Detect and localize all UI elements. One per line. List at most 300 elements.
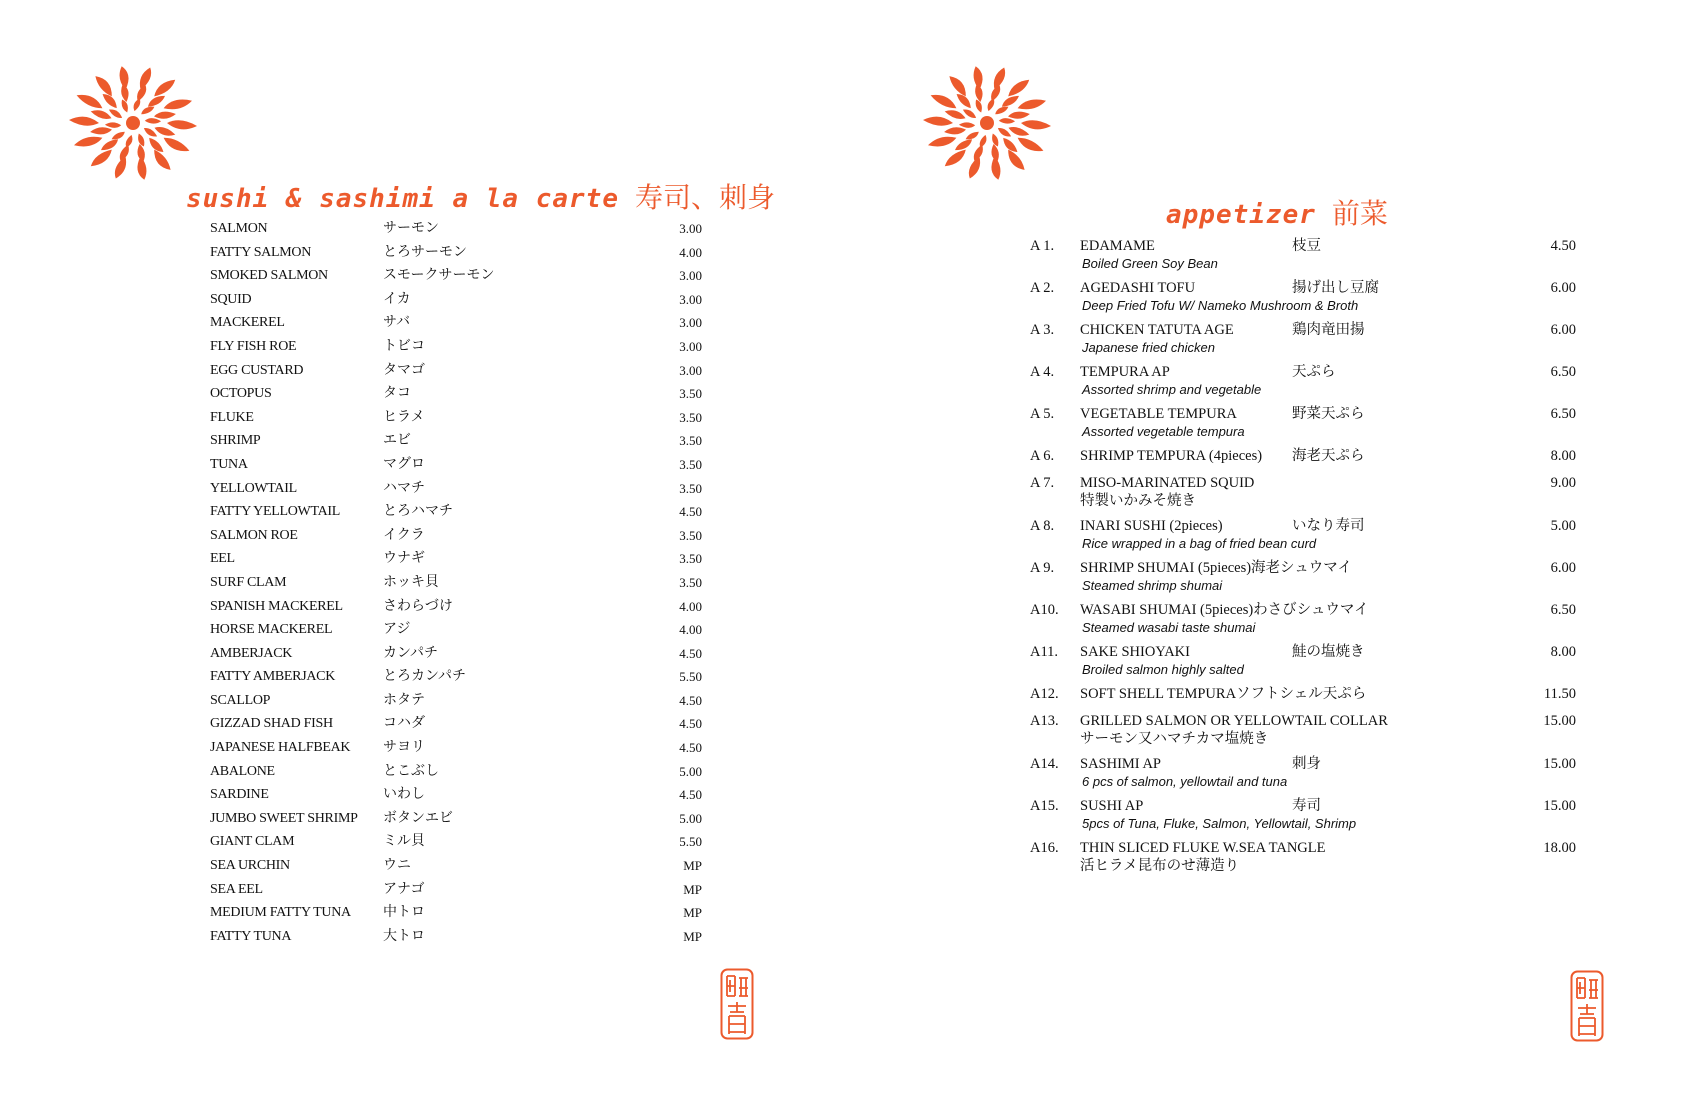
- menu-item: [210, 524, 702, 548]
- item-description: Deep Fried Tofu W/ Nameko Mushroom & Broth: [1082, 298, 1359, 313]
- item-name: SCALLOP: [210, 692, 271, 708]
- menu-item: [1030, 446, 1576, 466]
- flower-petal: [112, 132, 125, 140]
- item-line: [1030, 473, 1576, 493]
- item-code: A10.: [1030, 602, 1059, 618]
- flower-petal: [976, 100, 982, 113]
- item-description: Rice wrapped in a bag of fried bean curd: [1082, 536, 1317, 551]
- flower-petal: [74, 137, 102, 147]
- flower-petal: [1021, 120, 1051, 129]
- flower-petal: [95, 76, 111, 96]
- item-description: Japanese fried chicken: [1082, 340, 1215, 355]
- menu-item: [210, 477, 702, 501]
- item-name: JUMBO SWEET SHRIMP: [210, 810, 358, 826]
- flower-petal: [955, 139, 972, 150]
- menu-item: [210, 241, 702, 265]
- menu-item: [210, 500, 702, 524]
- item-name: SHRIMP: [210, 433, 261, 449]
- item-name-jp: タコ: [383, 385, 411, 402]
- flower-petal: [103, 94, 117, 108]
- item-price: 4.50: [679, 645, 702, 661]
- menu-item: [210, 335, 702, 359]
- menu-item: [1030, 404, 1576, 439]
- flower-petal: [149, 138, 163, 152]
- item-name-jp: 活ヒラメ昆布のせ薄造り: [1080, 858, 1240, 874]
- item-price: 4.50: [679, 740, 702, 756]
- flower-petal: [999, 118, 1015, 124]
- item-code: A 4.: [1030, 364, 1055, 380]
- item-name: SEA EEL: [210, 881, 263, 897]
- item-code: A11.: [1030, 644, 1059, 660]
- item-name: MEDIUM FATTY TUNA: [210, 905, 351, 921]
- flower-petal: [945, 110, 966, 119]
- section-title-sushi: [186, 176, 775, 216]
- flower-petal: [154, 150, 170, 170]
- flower-petal: [91, 110, 112, 119]
- item-name-jp: 刺身: [1292, 756, 1321, 772]
- menu-item: [210, 760, 702, 784]
- item-line: [1030, 684, 1576, 704]
- item-price: 6.50: [1550, 406, 1576, 422]
- item-name: SPANISH MACKEREL: [210, 598, 343, 614]
- flower-petal: [164, 100, 192, 110]
- item-price: 3.00: [679, 338, 702, 354]
- item-line: [1030, 600, 1576, 620]
- item-name: EEL: [210, 551, 235, 567]
- flower-petal: [167, 120, 197, 129]
- item-price: MP: [683, 858, 702, 874]
- flower-petal: [155, 127, 176, 136]
- item-name-jp: アジ: [383, 621, 411, 638]
- item-code: A 7.: [1030, 475, 1055, 491]
- flower-petal: [1008, 150, 1024, 170]
- menu-item: [210, 618, 702, 642]
- item-description: Assorted vegetable tempura: [1082, 424, 1245, 439]
- item-code: A 9.: [1030, 560, 1055, 576]
- item-description: Assorted shrimp and vegetable: [1082, 382, 1262, 397]
- item-price: MP: [683, 905, 702, 921]
- flower-petal: [105, 122, 121, 128]
- item-name-jp: ボタンエビ: [383, 809, 453, 826]
- item-name: FATTY TUNA: [210, 928, 292, 944]
- item-name: WASABI SHUMAI (5pieces)わさびシュウマイ: [1080, 602, 1369, 618]
- item-code: A 6.: [1030, 448, 1055, 464]
- menu-item: [210, 571, 702, 595]
- item-name: MISO-MARINATED SQUID: [1080, 475, 1255, 491]
- item-line: [1030, 236, 1576, 256]
- item-name: FATTY YELLOWTAIL: [210, 504, 341, 520]
- item-line: [1030, 838, 1576, 858]
- flower-petal: [923, 117, 953, 126]
- item-price: 6.00: [1550, 280, 1576, 296]
- section-title-jp: 寿司、刺身: [635, 181, 776, 214]
- item-price: 15.00: [1543, 713, 1576, 729]
- item-name-jp: とこぶし: [383, 762, 439, 779]
- menu-item: [210, 453, 702, 477]
- item-name: FATTY SALMON: [210, 244, 312, 260]
- flower-petal: [154, 112, 176, 119]
- menu-item: [210, 712, 702, 736]
- item-name-jp: スモークサーモン: [383, 267, 495, 284]
- item-price: 5.00: [1550, 518, 1576, 534]
- seal-stamp-icon: [1570, 970, 1604, 1042]
- item-name-jp: エビ: [383, 432, 411, 449]
- flower-center: [980, 116, 994, 130]
- seal-stroke: [728, 1002, 746, 1034]
- item-name: ABALONE: [210, 763, 275, 779]
- item-description: Boiled Green Soy Bean: [1082, 256, 1218, 271]
- menu-item: [1030, 600, 1576, 635]
- item-name-jp: ウニ: [383, 857, 411, 874]
- item-name-jp: いわし: [383, 786, 425, 803]
- flower-center: [126, 116, 140, 130]
- item-name-jp: 野菜天ぷら: [1292, 406, 1365, 422]
- seal-stroke: [1578, 1004, 1596, 1036]
- flower-petal: [975, 84, 982, 102]
- item-name: AGEDASHI TOFU: [1080, 280, 1196, 296]
- item-code: A 1.: [1030, 238, 1055, 254]
- item-price: 4.00: [679, 622, 702, 638]
- item-code: A15.: [1030, 798, 1059, 814]
- menu-item: [210, 665, 702, 689]
- item-price: 3.00: [679, 221, 702, 236]
- item-line: [1030, 558, 1576, 578]
- item-line: [1030, 320, 1576, 340]
- seal-stroke: [727, 976, 748, 996]
- item-code: A 3.: [1030, 322, 1055, 338]
- item-name: FATTY AMBERJACK: [210, 669, 336, 685]
- flower-petal: [141, 107, 154, 115]
- flower-petal: [949, 76, 965, 96]
- item-name-jp: カンパチ: [383, 644, 439, 661]
- menu-item: [210, 547, 702, 571]
- item-code: A14.: [1030, 756, 1059, 772]
- flower-petal: [931, 95, 957, 108]
- item-name: EDAMAME: [1080, 238, 1155, 254]
- item-name-jp: タマゴ: [383, 361, 425, 378]
- item-code: A16.: [1030, 840, 1059, 856]
- item-description: 5pcs of Tuna, Fluke, Salmon, Yellowtail, Shrimp: [1082, 816, 1357, 831]
- item-line: [1030, 362, 1576, 382]
- flower-petal: [148, 96, 165, 107]
- menu-item: [210, 311, 702, 335]
- menu-item: [1030, 711, 1576, 747]
- menu-item: [1030, 838, 1576, 874]
- item-name-jp: さわらづけ: [383, 597, 453, 614]
- menu-item: [210, 642, 702, 666]
- item-price: 6.00: [1550, 560, 1576, 576]
- item-description: Broiled salmon highly salted: [1082, 662, 1244, 677]
- item-name: GIANT CLAM: [210, 834, 295, 850]
- item-name: CHICKEN TATUTA AGE: [1080, 322, 1234, 338]
- item-name-jp: 海老天ぷら: [1292, 448, 1365, 464]
- item-price: 8.00: [1550, 644, 1576, 660]
- item-line: [1030, 404, 1576, 424]
- flower-petal: [77, 95, 103, 108]
- item-code: A 8.: [1030, 518, 1055, 534]
- item-price: 15.00: [1543, 756, 1576, 772]
- flower-petal: [1018, 100, 1046, 110]
- item-price: 5.00: [679, 810, 702, 826]
- item-name-jp: サバ: [383, 314, 411, 331]
- item-name: TEMPURA AP: [1080, 364, 1170, 380]
- item-name-jp: 特製いかみそ焼き: [1080, 493, 1196, 509]
- flower-petal: [945, 150, 966, 167]
- chrysanthemum-icon: [912, 58, 1062, 188]
- item-name-jp: 寿司: [1292, 798, 1321, 814]
- menu-item: [210, 382, 702, 406]
- menu-item: [1030, 236, 1576, 271]
- item-name: THIN SLICED FLUKE W.SEA TANGLE: [1080, 840, 1326, 856]
- item-name-jp: サーモン: [383, 220, 439, 236]
- item-line: [1030, 796, 1576, 816]
- menu-item: [1030, 362, 1576, 397]
- section-title-appetizer: [1166, 192, 1388, 232]
- item-name: MACKEREL: [210, 315, 285, 331]
- item-name: FLY FISH ROE: [210, 338, 297, 354]
- item-name-jp: 枝豆: [1292, 238, 1321, 254]
- item-name-jp: イクラ: [383, 526, 425, 543]
- menu-item: [210, 783, 702, 807]
- item-name: SHRIMP SHUMAI (5pieces)海老シュウマイ: [1080, 560, 1352, 576]
- item-price: 5.00: [679, 763, 702, 779]
- item-name: SEA URCHIN: [210, 858, 290, 874]
- item-price: 3.00: [679, 362, 702, 378]
- menu-item: [210, 264, 702, 288]
- item-price: 4.50: [679, 692, 702, 708]
- item-name: SASHIMI AP: [1080, 756, 1161, 772]
- item-price: 3.50: [679, 527, 702, 543]
- item-price: 3.50: [679, 574, 702, 590]
- item-price: 3.50: [679, 480, 702, 496]
- item-description: Steamed wasabi taste shumai: [1082, 620, 1256, 635]
- menu-item: [1030, 320, 1576, 355]
- item-price: 6.50: [1550, 364, 1576, 380]
- item-name: SHRIMP TEMPURA (4pieces): [1080, 448, 1263, 464]
- item-name: FLUKE: [210, 409, 254, 425]
- flower-petal: [988, 98, 995, 111]
- item-name-jp: 鮭の塩焼き: [1292, 644, 1365, 660]
- item-price: 3.00: [679, 268, 702, 284]
- item-description: 6 pcs of salmon, yellowtail and tuna: [1082, 774, 1288, 789]
- item-price: 3.00: [679, 291, 702, 307]
- menu-item: [210, 689, 702, 713]
- item-name-jp: 鶏肉竜田揚: [1292, 322, 1365, 338]
- flower-petal: [980, 135, 987, 148]
- item-line: [1030, 642, 1576, 662]
- section-title-jp: 前菜: [1331, 197, 1388, 230]
- item-name-jp: イカ: [383, 290, 411, 307]
- item-name-jp: 揚げ出し豆腐: [1292, 280, 1379, 296]
- item-name: SAKE SHIOYAKI: [1080, 644, 1190, 660]
- flower-petal: [154, 80, 175, 97]
- flower-petal: [134, 98, 141, 111]
- menu-item: [210, 217, 702, 241]
- flower-petal: [1009, 127, 1030, 136]
- item-name: EGG CUSTARD: [210, 362, 304, 378]
- flower-petal: [126, 135, 133, 148]
- section-title-en: sushi & sashimi a la carte: [186, 184, 619, 214]
- menu-item: [210, 736, 702, 760]
- item-name-jp: アナゴ: [383, 880, 425, 897]
- item-price: 11.50: [1543, 686, 1576, 702]
- item-name-jp: サーモン又ハマチカマ塩焼き: [1080, 731, 1269, 747]
- menu-item: [1030, 684, 1576, 704]
- flower-petal: [1003, 138, 1017, 152]
- item-price: 3.50: [679, 386, 702, 402]
- menu-item: [1030, 278, 1576, 313]
- item-price: 3.50: [679, 433, 702, 449]
- item-name: VEGETABLE TEMPURA: [1080, 406, 1237, 422]
- item-name-jp: 中トロ: [383, 904, 425, 921]
- menu-item: [210, 429, 702, 453]
- item-name: SURF CLAM: [210, 574, 287, 590]
- item-price: MP: [683, 928, 702, 944]
- flower-petal: [137, 144, 144, 162]
- item-name: SMOKED SALMON: [210, 268, 328, 284]
- item-price: 3.50: [679, 409, 702, 425]
- flower-petal: [1018, 138, 1044, 151]
- flower-petal: [69, 117, 99, 126]
- menu-item: [1030, 642, 1576, 677]
- item-name: TUNA: [210, 456, 248, 472]
- item-code: A 5.: [1030, 406, 1055, 422]
- flower-petal: [101, 139, 118, 150]
- item-price: 3.50: [679, 456, 702, 472]
- item-price: 3.00: [679, 315, 702, 331]
- item-name-jp: ホタテ: [383, 691, 425, 708]
- flower-petal: [1008, 112, 1030, 119]
- item-name: INARI SUSHI (2pieces): [1080, 518, 1223, 534]
- section-title-en: appetizer: [1166, 200, 1316, 230]
- flower-petal: [959, 122, 975, 128]
- flower-petal: [109, 109, 122, 117]
- item-code: A12.: [1030, 686, 1059, 702]
- flower-petal: [1008, 80, 1029, 97]
- item-name-jp: いなり寿司: [1292, 518, 1365, 534]
- item-line: [1030, 516, 1576, 536]
- menu-item: [1030, 796, 1576, 831]
- menu-item: [210, 854, 702, 878]
- flower-petal: [90, 127, 112, 134]
- seal-stroke: [1577, 978, 1598, 998]
- menu-item: [1030, 473, 1576, 509]
- menu-item: [1030, 558, 1576, 593]
- item-price: 4.00: [679, 244, 702, 260]
- item-name: GRILLED SALMON OR YELLOWTAIL COLLAR: [1080, 713, 1388, 729]
- item-price: 4.00: [679, 598, 702, 614]
- chrysanthemum-icon: [58, 58, 208, 188]
- flower-petal: [928, 137, 956, 147]
- flower-petal: [995, 107, 1008, 115]
- item-price: 6.50: [1550, 602, 1576, 618]
- item-code: A 2.: [1030, 280, 1055, 296]
- item-name: HORSE MACKEREL: [210, 622, 333, 638]
- menu-item: [1030, 754, 1576, 789]
- item-name: SQUID: [210, 291, 252, 307]
- flower-petal: [944, 127, 966, 134]
- item-name: SOFT SHELL TEMPURAソフトシェル天ぷら: [1080, 686, 1367, 702]
- item-price: 18.00: [1543, 840, 1576, 856]
- item-price: 9.00: [1550, 475, 1576, 491]
- item-code: A13.: [1030, 713, 1059, 729]
- flower-petal: [998, 128, 1011, 136]
- item-name-jp: ヒラメ: [383, 408, 425, 425]
- item-name: SALMON: [210, 221, 268, 236]
- item-price: 15.00: [1543, 798, 1576, 814]
- item-name-jp: コハダ: [383, 715, 425, 732]
- menu-page-right: [850, 0, 1700, 1100]
- flower-petal: [957, 94, 971, 108]
- item-name: SUSHI AP: [1080, 798, 1144, 814]
- item-name: SARDINE: [210, 787, 269, 803]
- item-price: 5.50: [679, 669, 702, 685]
- item-name-jp: ハマチ: [383, 479, 425, 496]
- flower-petal: [1002, 96, 1019, 107]
- item-description: Steamed shrimp shumai: [1082, 578, 1223, 593]
- item-name-jp: トビコ: [383, 337, 425, 354]
- flower-petal: [121, 84, 128, 102]
- item-price: 5.50: [679, 834, 702, 850]
- menu-item: [210, 830, 702, 854]
- menu-item: [210, 807, 702, 831]
- item-name: YELLOWTAIL: [210, 480, 297, 496]
- menu-item: [210, 595, 702, 619]
- flower-petal: [963, 109, 976, 117]
- item-name: GIZZAD SHAD FISH: [210, 716, 333, 732]
- menu-item: [210, 288, 702, 312]
- item-name-jp: ホッキ貝: [383, 573, 439, 590]
- item-name-jp: 大トロ: [383, 927, 425, 944]
- item-name-jp: サヨリ: [383, 739, 425, 756]
- item-name-jp: ミル貝: [383, 833, 425, 850]
- item-price: 6.00: [1550, 322, 1576, 338]
- item-price: MP: [683, 881, 702, 897]
- flower-petal: [138, 134, 144, 147]
- item-name-jp: とろカンパチ: [383, 668, 467, 685]
- item-price: 4.50: [679, 504, 702, 520]
- flower-petal: [145, 118, 161, 124]
- item-line: [1030, 711, 1576, 731]
- flower-petal: [966, 132, 979, 140]
- item-price: 4.50: [679, 716, 702, 732]
- item-price: 3.50: [679, 551, 702, 567]
- item-name: SALMON ROE: [210, 527, 298, 543]
- item-name: JAPANESE HALFBEAK: [210, 740, 351, 756]
- flower-petal: [122, 100, 128, 113]
- item-line: [1030, 754, 1576, 774]
- item-price: 4.50: [1550, 238, 1576, 254]
- flower-petal: [144, 128, 157, 136]
- flower-petal: [991, 144, 998, 162]
- item-name: AMBERJACK: [210, 645, 293, 661]
- menu-item: [1030, 516, 1576, 551]
- flower-petal: [91, 150, 112, 167]
- item-name-jp: ウナギ: [383, 550, 425, 567]
- item-price: 8.00: [1550, 448, 1576, 464]
- item-line: [1030, 278, 1576, 298]
- item-name-jp: 天ぷら: [1292, 364, 1336, 380]
- item-name-jp: とろサーモン: [383, 243, 467, 260]
- item-name-jp: とろハマチ: [383, 503, 453, 520]
- item-line: [1030, 446, 1576, 466]
- seal-stamp-icon: [720, 968, 754, 1040]
- flower-petal: [164, 138, 190, 151]
- sushi-list: [210, 217, 702, 948]
- item-price: 4.50: [679, 787, 702, 803]
- flower-petal: [992, 134, 998, 147]
- item-name: OCTOPUS: [210, 386, 272, 402]
